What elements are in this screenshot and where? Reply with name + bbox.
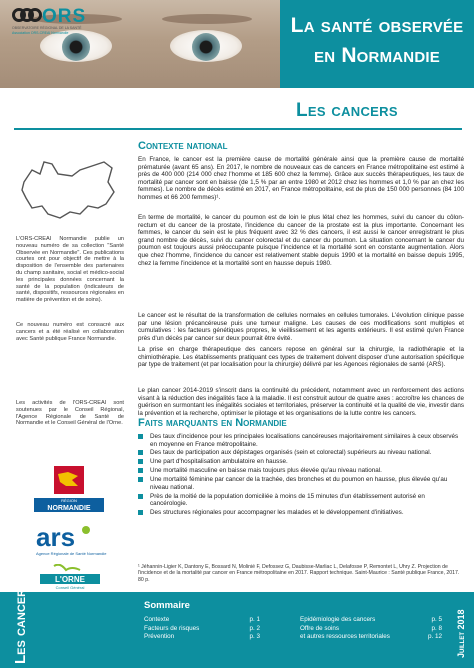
paragraph-contexte-2: En terme de mortalité, le cancer du poumon est de loin le plus létal chez les hommes, suivi du cancer du côlon-rectum et du cancer de la prostate, l'incidence du cancer de la prostate est la plus importante. Concernant les femmes, le cancer du sein est le plus fréquent avec 32 % des cancers, il est aussi le cancer enregistrant le plus grand nombre de décès, suivi du cancer colorectal et du cancer du poumon. La situation concernant le cancer du poumon est toujours aussi préoccupante puisque l'incidence et la mortalité sont en constante augmentation. Alors que chez l'homme, l'incidence du cancer est relativement stable depuis 1990 et la mortalité en baisse depuis 1995, chez la femme l'incidence et la mortalité sont en hausse depuis 1980. (138, 214, 464, 267)
normandie-map-icon (18, 152, 118, 224)
ors-logo-subtitle: OBSERVATOIRE RÉGIONAL DE LA SANTÉ (12, 26, 82, 30)
paragraph-contexte-5: Le plan cancer 2014-2019 s'inscrit dans la continuité du précédent, notamment avec un renforcement des actions visant à la réduction des inégalités face à la maladie. Il est construit autour de quatre axes : accroître les chances de guérison en surmontant les inégalités sociales et territoriales, préserver la continuité et la qualité de vie, investir dans la prévention et la recherche, optimiser le pilotage et les organisations de la lutte contre les cancers. (138, 387, 464, 417)
summary-label: Offre de soins (300, 624, 340, 632)
paragraph-contexte-4: La prise en charge thérapeutique des cancers repose en général sur la chirurgie, la radiothérapie et la chimiothérapie. Les établissements pratiquant ces types de traitement doivent disposer d'une autorisation spécifique par type de traitement (et par localisation pour la chirurgie) délivré par les Agences régionales de santé (ARS). (138, 346, 464, 369)
ors-logo-name: ORS (42, 6, 87, 27)
page-title: Les cancers (296, 100, 398, 121)
collection-title-line1: La santé observée (290, 14, 464, 37)
footnote: ¹ Jéhannin-Ligier K, Dantony E, Bossard N, Molinié F, Defossez G, Daubisse-Marliac L, Delafosse P, Remontet L, Uhry Z. Projection de l'incidence et de la mortalité par cancer en France métropolitaine en 2017. Rapport technique. Saint-Maurice : Santé publique France, 2017. 80 p. (138, 564, 460, 583)
summary-title: Sommaire (144, 600, 190, 611)
summary-page: p. 8 (431, 624, 442, 632)
facts-list (138, 433, 464, 518)
eye-right (170, 30, 242, 62)
fact-item: Une mortalité féminine par cancer de la trachée, des bronches et du poumon en hausse, plus élevée qu'au niveau national. (138, 476, 464, 491)
sidebar-collaboration-text: Ce nouveau numéro est consacré aux cancers et a été réalisé en collaboration avec Santé publique France Normandie. (16, 322, 124, 342)
ors-logo-circles-icon (12, 8, 44, 26)
svg-text:L'ORNE: L'ORNE (55, 575, 85, 584)
publication-date: Juillet 2018 (456, 609, 466, 658)
summary-item[interactable] (300, 616, 442, 625)
ors-logo-association: Association ORS-CREAI Normandie (12, 31, 69, 35)
summary-label: Contexte (144, 616, 170, 623)
summary-page: p. 5 (431, 616, 442, 623)
collection-title-line2: en Normandie (314, 44, 440, 67)
fact-item: Des structures régionales pour accompagner les malades et le développement d'initiatives. (138, 509, 464, 517)
title-panel (280, 0, 474, 88)
svg-text:NORMANDIE: NORMANDIE (47, 505, 91, 512)
orne-logo (40, 564, 100, 590)
ors-logo (12, 6, 124, 34)
heading-contexte-national: Contexte national (138, 140, 228, 152)
paragraph-contexte-3: Le cancer est le résultat de la transformation de cellules normales en cellules tumorales. L'évolution clinique passe par une lésion précancéreuse puis une tumeur maligne. Les causes de ces modifications sont multiples et cumulatives : les facteurs génétiques propres, le vieillissement et les agents extérieurs. Il est estimé qu'en France près d'un décès par cancer sur deux pourrait être évité. (138, 312, 464, 342)
svg-text:Agence Régionale de Santé Norm: Agence Régionale de Santé Normandie (36, 551, 107, 556)
summary-label: Prévention (144, 633, 175, 640)
svg-text:Conseil Général: Conseil Général (55, 585, 85, 590)
summary-page: p. 2 (249, 624, 260, 632)
fact-item: Près de la moitié de la population domiciliée à moins de 15 minutes d'un établissement autorisé en cancérologie. (138, 493, 464, 508)
header-divider (14, 128, 462, 130)
heading-faits-marquants: Faits marquants en Normandie (138, 417, 287, 429)
summary-label: Epidémiologie des cancers (300, 616, 376, 623)
ars-normandie-logo (34, 522, 110, 558)
fact-item: Une mortalité masculine en baisse mais toujours plus élevée qu'au niveau national. (138, 467, 464, 475)
svg-text:RÉGION: RÉGION (61, 498, 77, 503)
summary-label: Facteurs de risques (144, 624, 200, 632)
sidebar-funding-text: Les activités de l'ORS-CREAI sont soutenues par le Conseil Régional, l'Agence Régionale de Santé de Normandie et le Conseil Général de l'Orne. (16, 400, 124, 427)
summary-label: et autres ressources territoriales (300, 633, 390, 640)
summary-item[interactable] (144, 625, 282, 634)
fact-item: Des taux d'incidence pour les principales localisations cancéreuses majoritairement similaires à ceux observés en moyenne en France métropolitaine. (138, 433, 464, 448)
summary-item[interactable] (300, 624, 442, 634)
summary-page: p. 1 (249, 616, 260, 623)
sidebar-intro-text: L'ORS-CREAI Normandie publie un nouveau numéro de sa collection "Santé Observée en Normandie". Ces publications courtes ont pour objectif de mettre à la disposition de l'ensemble des partenaires du champ sanitaire, social et médico-social les principales données concernant la santé de la population (indicateurs de santé, dispositifs, ressources régionales en matière de prévention et de soins). (16, 236, 124, 304)
paragraph-contexte-1: En France, le cancer est la première cause de mortalité générale ainsi que la première cause de mortalité prématurée (avant 65 ans). En 2017, le nombre de nouveaux cas de cancers en France métropolitaine est estimé à près de 400 000 (214 000 chez l'homme et 185 600 chez la femme). Grâce aux succès thérapeutiques, les taux de mortalité par cancer sont en baisse (de 1,5 % par an entre 1980 et 2012 chez les hommes et 1,0 % par an chez les femmes). Le nombre de décès estimé en 2017, en France métropolitaine, est de plus de 150 000 personnes (84 100 hommes et 66 200 femmes)¹. (138, 156, 464, 201)
summary-item[interactable] (144, 616, 282, 625)
fact-item: Des taux de participation aux dépistages organisés (sein et colorectal) supérieurs au niveau national. (138, 449, 464, 457)
sidebar (8, 140, 128, 590)
vertical-section-title: Les cancers (12, 581, 29, 664)
summary-item[interactable] (300, 633, 442, 642)
summary-page: p. 3 (249, 633, 260, 640)
svg-text:ars: ars (36, 522, 76, 552)
fact-item: Une part d'hospitalisation ambulatoire en hausse. (138, 458, 464, 466)
eyebrow-right (162, 14, 252, 24)
summary-column-right (300, 616, 442, 642)
iris-left (62, 33, 90, 61)
summary-page: p. 12 (427, 633, 442, 640)
region-normandie-logo (34, 464, 104, 514)
iris-right (192, 33, 220, 61)
summary-column-left (144, 616, 282, 642)
summary-item[interactable] (144, 633, 282, 642)
